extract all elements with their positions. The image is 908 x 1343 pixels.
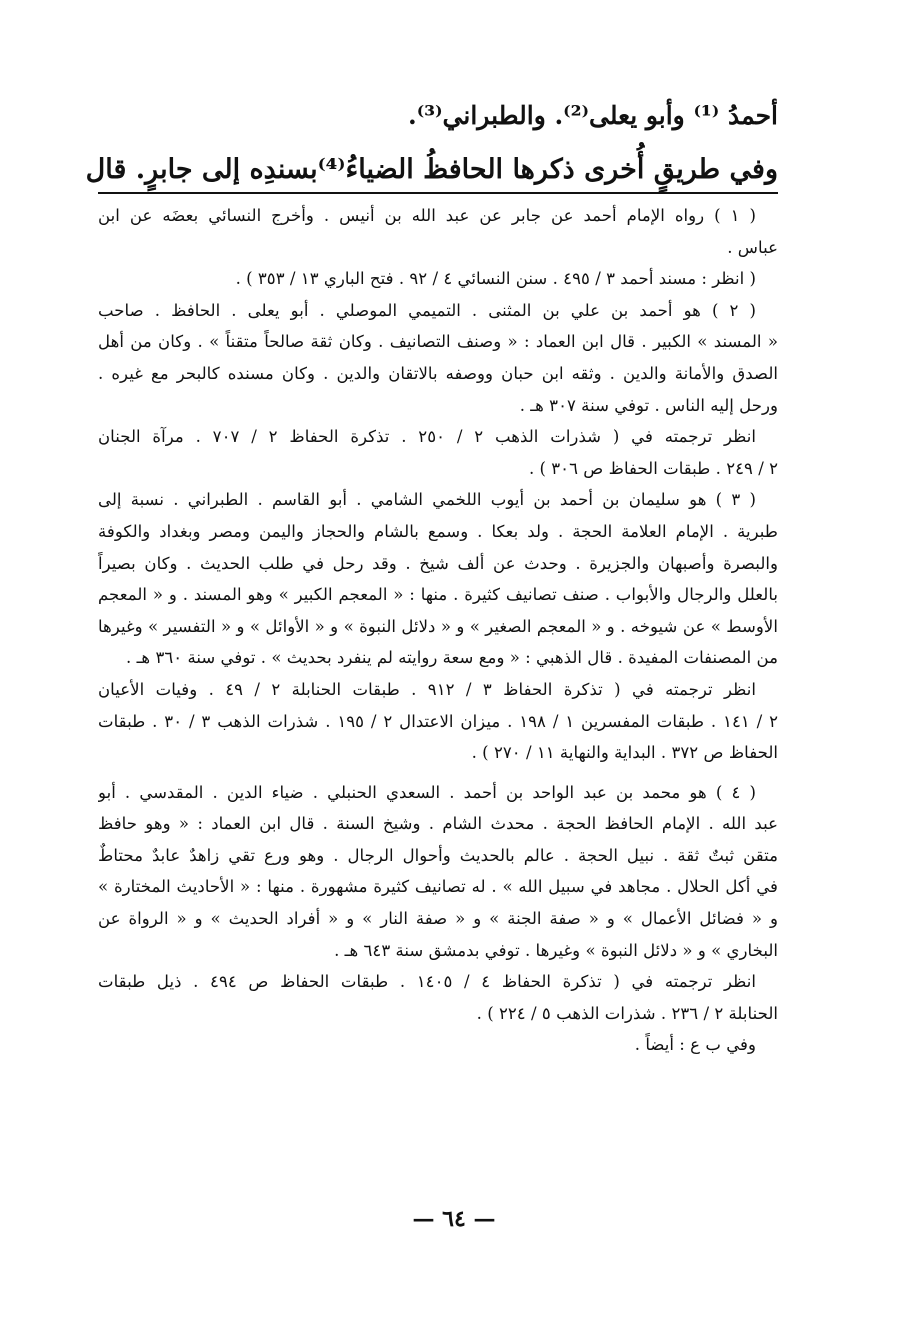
- footnote-line: انظر ترجمته في ( تذكرة الحفاظ ٣ / ٩١٢ . طبقات الحنابلة ٢ / ٤٩ . وفيات الأعيان: [98, 679, 757, 699]
- footnote-line: والبصرة وأصبهان والجزيرة . وحدث عن ألف شيخ . وقد رحل في طلب الحديث . وكان بصيراً: [98, 553, 778, 573]
- footnote-line: عباس .: [727, 237, 778, 257]
- footnote-line: ( ٤ ) هو محمد بن عبد الواحد بن أحمد . السعدي الحنبلي . ضياء الدين . المقدسي . أبو: [98, 782, 756, 802]
- footnote-line: ( ١ ) رواه الإمام أحمد عن جابر عن عبد الله بن أنيس . وأخرج النسائي بعضَه عن ابن: [98, 206, 756, 225]
- footnote-separator: [98, 192, 778, 194]
- footnote-line: من المصنفات المفيدة . قال الذهبي : « ومع سعة روايته لم ينفرد بحديث » . توفي سنة ٣٦٠ هـ .: [126, 648, 778, 668]
- footnote-line: انظر ترجمته في ( تذكرة الحفاظ ٤ / ١٤٠٥ . طبقات الحفاظ ص ٤٩٤ . ذيل طبقات: [98, 972, 757, 992]
- footnote-line: عبد الله . الإمام الحافظ الحجة . محدث الشام . وشيخ السنة . قال ابن العماد : « وهو حافظ: [98, 814, 778, 834]
- main-text-line-2: وفي طريقٍ أُخرى ذكرها الحافظُ الضياءُ⁽⁴⁾بسندِه إلى جابرٍ. قال: [85, 154, 778, 185]
- main-text-line-1: أحمدُ ⁽¹⁾ وأبو يعلى⁽²⁾. والطبراني⁽³⁾.: [407, 101, 778, 130]
- footnote-line: ( انظر : مسند أحمد ٣ / ٤٩٥ . سنن النسائي ٤ / ٩٢ . فتح الباري ١٣ / ٣٥٣ ) .: [235, 269, 756, 289]
- footnote-line: وفي ب ع : أيضاً .: [634, 1035, 756, 1055]
- footnote-line: متقن ثبتٌ ثقة . نبيل الحجة . عالم بالحديث وأحوال الرجال . وهو ورع تقي زاهدٌ عابدٌ محتاطٌ: [98, 845, 778, 865]
- footnote-line: في أكل الحلال . مجاهد في سبيل الله » . له تصانيف كثيرة مشهورة . منها : « الأحاديث المختارة »: [98, 877, 778, 897]
- footnote-4: [98, 777, 778, 1061]
- footnote-line: ٢ / ٢٤٩ . طبقات الحفاظ ص ٣٠٦ ) .: [528, 458, 778, 478]
- footnote-line: ( ٢ ) هو أحمد بن علي بن المثنى . التميمي الموصلي . أبو يعلى . الحافظ . صاحب: [98, 300, 757, 320]
- footnote-3: [98, 484, 778, 768]
- footnote-line: البخاري » و « دلائل النبوة » وغيرها . توفي بدمشق سنة ٦٤٣ هـ .: [334, 940, 778, 960]
- footnote-line: ( ٣ ) هو سليمان بن أحمد بن أيوب اللخمي الشامي . أبو القاسم . الطبراني . نسبة إلى: [98, 490, 757, 510]
- footnote-line: ٢ / ١٤١ . طبقات المفسرين ١ / ١٩٨ . ميزان الاعتدال ٢ / ١٩٥ . شذرات الذهب ٣ / ٣٠ . طبقات: [98, 711, 778, 731]
- footnote-line: الصدق والأمانة والدين . وثقه ابن حبان ووصفه بالاتقان والدين . وكان مسنده كالبحر مع غيره .: [98, 363, 778, 383]
- footnote-line: و « فضائل الأعمال » و « صفة الجنة » و « صفة النار » و « أفراد الحديث » و « الرواة عن: [98, 909, 778, 929]
- footnote-line: « المسند » الكبير . قال ابن العماد : « وصنف التصانيف . وكان ثقة صالحاً متقناً » . وكان من أهل: [98, 332, 778, 352]
- footnote-line: انظر ترجمته في ( شذرات الذهب ٢ / ٢٥٠ . تذكرة الحفاظ ٢ / ٧٠٧ . مرآة الجنان: [98, 427, 757, 447]
- footnote-2: [98, 295, 778, 485]
- footnote-1: [98, 200, 778, 295]
- footnote-line: الحنابلة ٢ / ٢٣٦ . شذرات الذهب ٥ / ٢٢٤ ) .: [476, 1003, 778, 1023]
- footnote-line: طبرية . الإمام العلامة الحجة . ولد بعكا . وسمع بالشام والحجاز واليمن ومصر وبغداد والكوفة: [98, 521, 778, 541]
- footnote-line: بالعلل والرجال والأبواب . صنف تصانيف كثيرة . منها : « المعجم الكبير » وهو المسند . و « المعجم: [98, 585, 778, 605]
- footnote-line: ورحل إليه الناس . توفي سنة ٣٠٧ هـ .: [519, 395, 778, 415]
- page-number: — ٦٤ —: [412, 1206, 496, 1232]
- page-content: [85, 96, 778, 1061]
- footnote-line: الأوسط » عن شيوخه . و « المعجم الصغير » و « دلائل النبوة » و « الأوائل » و « التفسير » وغيرها: [98, 616, 778, 636]
- footnote-line: الحفاظ ص ٣٧٢ . البداية والنهاية ١١ / ٢٧٠ ) .: [471, 743, 778, 763]
